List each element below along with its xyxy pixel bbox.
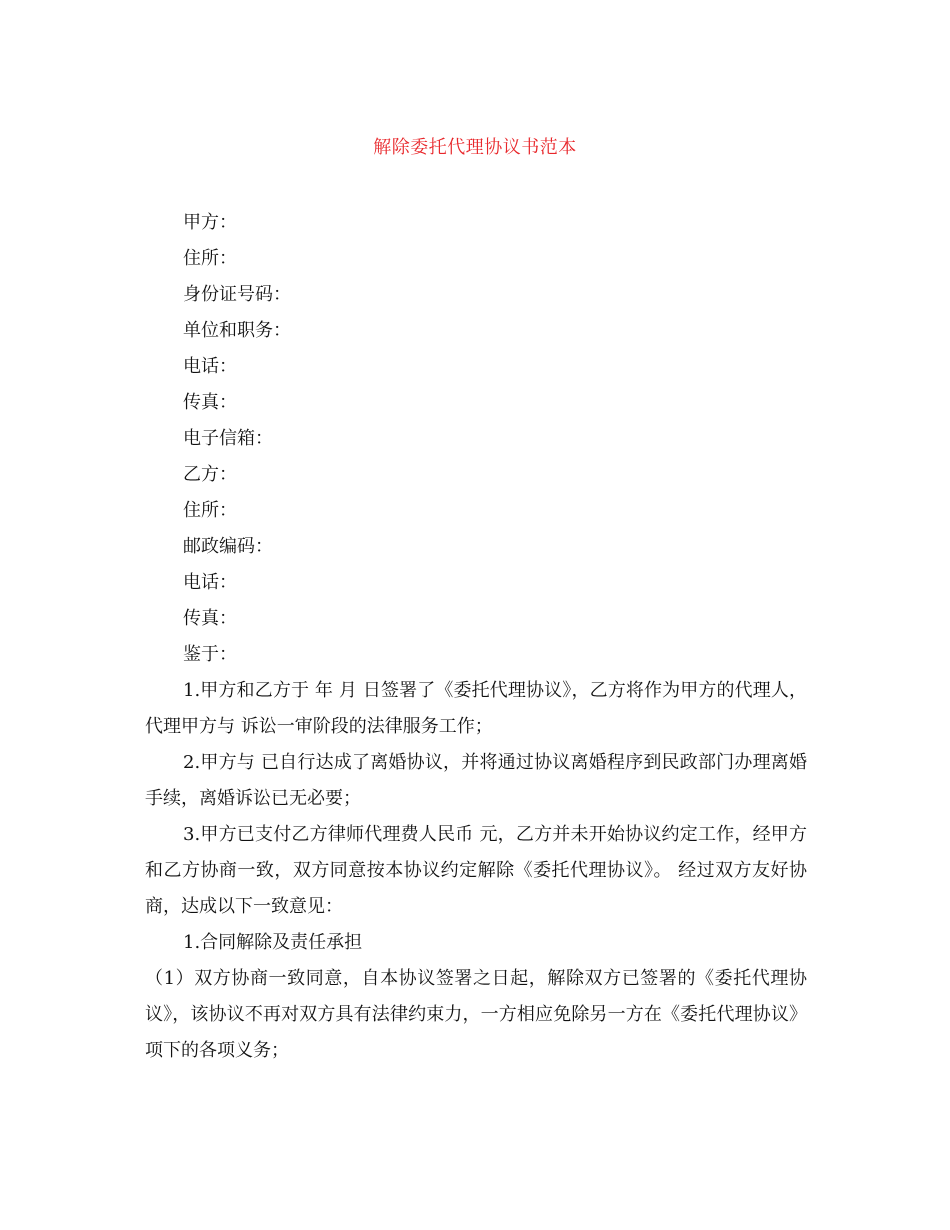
party-b-name-label: 乙方：: [183, 464, 237, 485]
recital-item: 1.甲方和乙方于 年 月 日签署了《委托代理协议》，乙方将作为甲方的代理人，代理甲方与 诉讼一审阶段的法律服务工作；: [145, 680, 807, 737]
recital-item: 3.甲方已支付乙方律师代理费人民币 元，乙方并未开始协议约定工作，经甲方和乙方协商一致，双方同意按本协议约定解除《委托代理协议》。 经过双方友好协商，达成以下一致意见：: [145, 824, 807, 917]
party-a-email-label: 电子信箱：: [183, 428, 273, 449]
party-a-fax-label: 传真：: [183, 392, 237, 413]
party-a-phone-label: 电话：: [183, 356, 237, 377]
party-a-unit-label: 单位和职务：: [183, 320, 291, 341]
party-a-id-label: 身份证号码：: [183, 284, 291, 305]
clause-section-heading: 1.合同解除及责任承担: [183, 932, 363, 953]
clause-item: （1）双方协商一致同意，自本协议签署之日起，解除双方已签署的《委托代理协议》，该协议不再对双方具有法律约束力，一方相应免除另一方在《委托代理协议》项下的各项义务；: [145, 968, 807, 1061]
party-b-phone-label: 电话：: [183, 572, 237, 593]
recital-item: 2.甲方与 已自行达成了离婚协议，并将通过协议离婚程序到民政部门办理离婚手续，离婚诉讼已无必要；: [145, 752, 807, 809]
party-b-address-label: 住所：: [183, 500, 237, 521]
party-b-fax-label: 传真：: [183, 608, 237, 629]
party-b-postcode-label: 邮政编码：: [183, 536, 273, 557]
document-body: [145, 205, 807, 1069]
document-title: 解除委托代理协议书范本: [373, 137, 577, 158]
party-a-address-label: 住所：: [183, 248, 237, 269]
party-a-name-label: 甲方：: [183, 212, 237, 233]
recitals-heading: 鉴于：: [183, 644, 237, 665]
